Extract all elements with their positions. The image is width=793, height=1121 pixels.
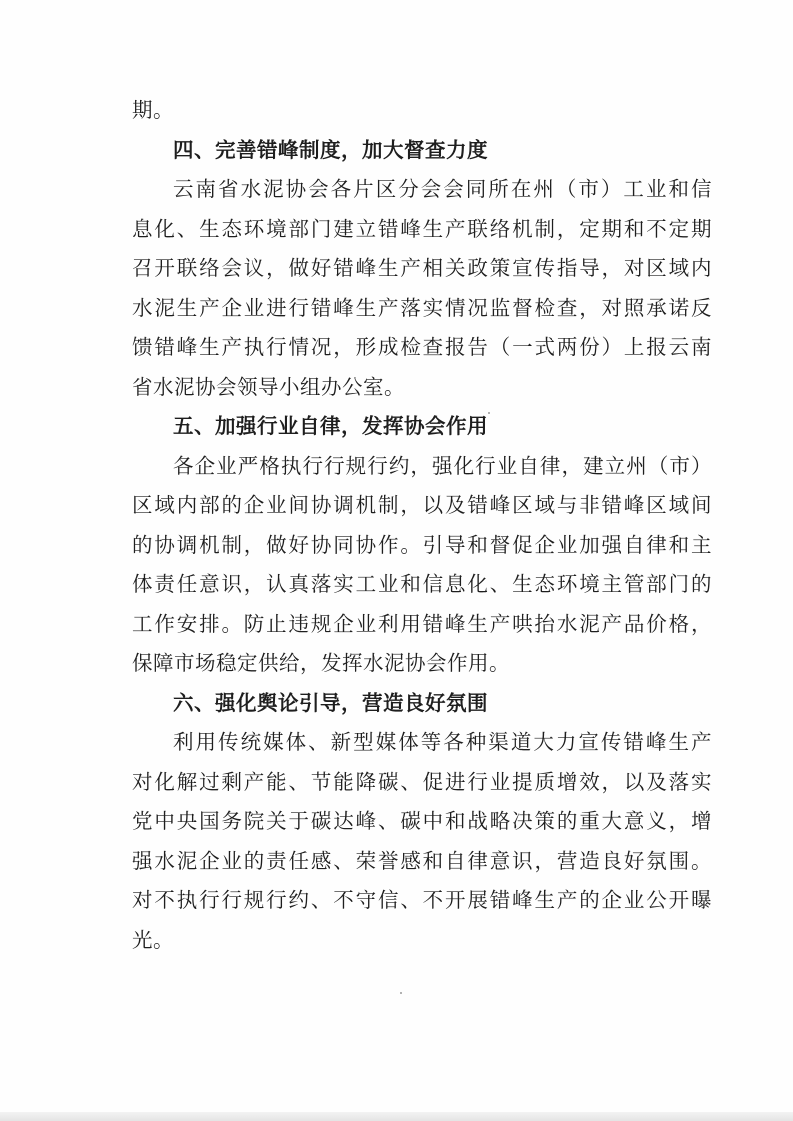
section-heading-6: 六、强化舆论引导，营造良好氛围 [173,690,488,715]
text-line: 体责任意识，认真落实工业和信息化、生态环境主管部门的 [132,572,712,596]
text-line: 期。 [132,98,174,122]
text-line: 工作安排。防止违规企业利用错峰生产哄抬水泥产品价格， [132,611,712,636]
text-line: 利用传统媒体、新型媒体等各种渠道大力宣传错峰生产 [173,730,712,754]
scan-speck [400,992,402,994]
text-line: 区域内部的企业间协调机制，以及错峰区域与非错峰区域间 [132,493,712,517]
text-line: 对不执行行规行约、不守信、不开展错峰生产的企业公开曝 [132,888,712,912]
text-line: 对化解过剩产能、节能降碳、促进行业提质增效，以及落实 [132,769,712,794]
text-line: 水泥生产企业进行错峰生产落实情况监督检查，对照承诺反 [132,295,712,320]
text-line: 光。 [132,927,174,952]
text-line: 馈错峰生产执行情况，形成检查报告（一式两份）上报云南 [132,335,712,359]
body-text [132,91,712,960]
text-line: 省水泥协会领导小组办公室。 [132,374,405,399]
scan-speck [488,412,490,414]
section-heading-4: 四、完善错峰制度，加大督查力度 [173,137,488,162]
section-heading-5: 五、加强行业自律，发挥协会作用 [173,414,488,438]
text-line: 的协调机制，做好协同协作。引导和督促企业加强自律和主 [132,532,712,557]
text-line: 强水泥企业的责任感、荣誉感和自律意识，营造良好氛围。 [132,848,712,873]
scan-bottom-edge [0,1112,793,1121]
text-line: 保障市场稳定供给，发挥水泥协会作用。 [132,651,510,675]
text-line: 党中央国务院关于碳达峰、碳中和战略决策的重大意义，增 [132,809,712,833]
text-line: 召开联络会议，做好错峰生产相关政策宣传指导，对区域内 [132,256,712,280]
text-line: 各企业严格执行行规行约，强化行业自律，建立州（市） [173,453,712,478]
text-line: 息化、生态环境部门建立错峰生产联络机制，定期和不定期 [132,216,712,241]
text-line: 云南省水泥协会各片区分会会同所在州（市）工业和信 [173,177,712,201]
